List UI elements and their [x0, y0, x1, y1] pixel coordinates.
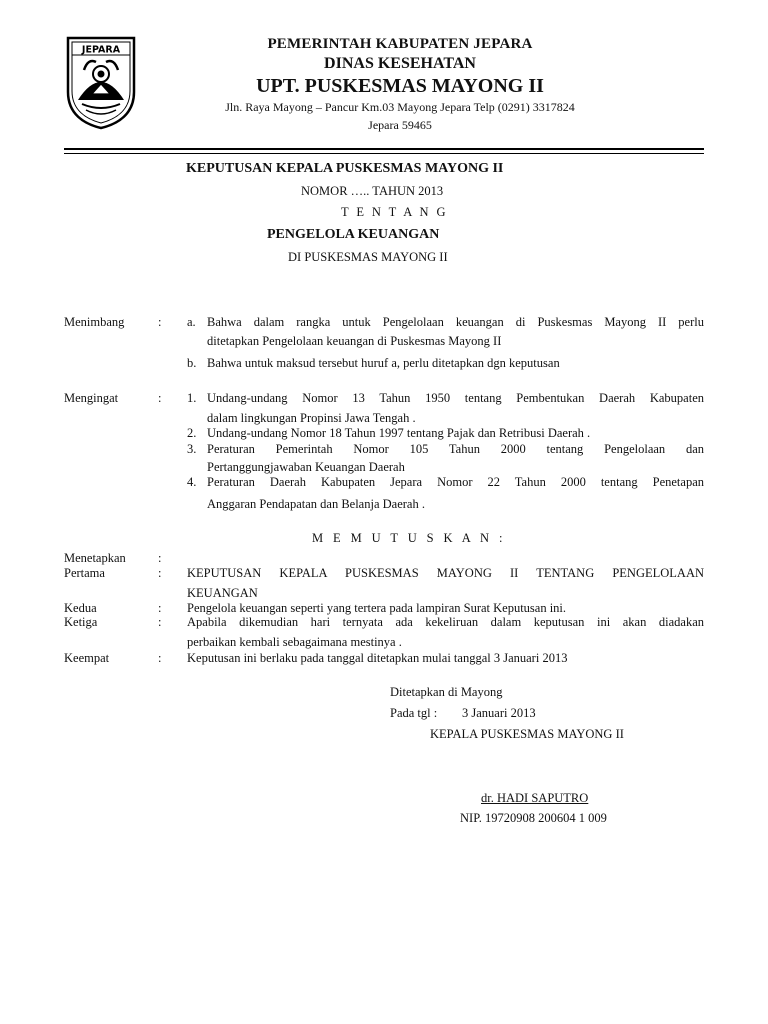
ketiga-label: Ketiga	[64, 615, 98, 629]
pertama-label: Pertama	[64, 566, 105, 580]
menimbang-label: Menimbang	[64, 315, 125, 329]
menetapkan-label: Menetapkan	[64, 551, 126, 565]
menimbang-b-line1: Bahwa untuk maksud tersebut huruf a, perlu ditetapkan dgn keputusan	[207, 356, 560, 370]
letterhead-divider-thin	[64, 153, 704, 154]
mengingat-3-line2: Pertanggungjawaban Keuangan Daerah	[207, 460, 405, 474]
mengingat-1-line2: dalam lingkungan Propinsi Jawa Tengah .	[207, 411, 416, 425]
mengingat-marker-4: 4.	[187, 475, 197, 489]
signatory-nip: NIP. 19720908 200604 1 009	[460, 811, 607, 825]
keempat-text: Keputusan ini berlaku pada tanggal ditetapkan mulai tanggal 3 Januari 2013	[187, 651, 568, 665]
pertama-line1: KEPUTUSAN KEPALA PUSKESMAS MAYONG II TENTANG PENGELOLAAN	[187, 566, 704, 580]
menimbang-a-line2: ditetapkan Pengelolaan keuangan di Puskesmas Mayong II	[207, 334, 502, 348]
ketiga-colon: :	[158, 615, 162, 629]
decree-subject: PENGELOLA KEUANGAN	[267, 227, 440, 242]
mengingat-label: Mengingat	[64, 391, 119, 405]
menetapkan-colon: :	[158, 551, 162, 565]
decree-tentang: T E N T A N G	[341, 205, 448, 219]
letterhead-city: Jepara 59465	[368, 118, 432, 132]
signature-position: KEPALA PUSKESMAS MAYONG II	[430, 727, 624, 741]
ketiga-line2: perbaikan kembali sebagaimana mestinya .	[187, 635, 402, 649]
signature-date-label: Pada tgl :	[390, 706, 438, 720]
letterhead-department: DINAS KESEHATAN	[324, 55, 476, 72]
ketiga-line1: Apabila dikemudian hari ternyata ada kekeliruan dalam keputusan ini akan diadakan	[187, 615, 704, 629]
keempat-colon: :	[158, 651, 162, 665]
letterhead-address: Jln. Raya Mayong – Pancur Km.03 Mayong Jepara Telp (0291) 3317824	[225, 100, 575, 114]
mengingat-2-line1: Undang-undang Nomor 18 Tahun 1997 tentang Pajak dan Retribusi Daerah .	[207, 426, 591, 440]
letterhead-government: PEMERINTAH KABUPATEN JEPARA	[267, 36, 533, 52]
mengingat-1-line1: Undang-undang Nomor 13 Tahun 1950 tentang Pembentukan Daerah Kabupaten	[207, 391, 704, 405]
menimbang-a-line1: Bahwa dalam rangka untuk Pengelolaan keuangan di Puskesmas Mayong II perlu	[207, 315, 704, 329]
mengingat-marker-1: 1.	[187, 391, 197, 405]
mengingat-3-line1: Peraturan Pemerintah Nomor 105 Tahun 2000 tentang Pengelolaan dan	[207, 442, 704, 456]
mengingat-marker-2: 2.	[187, 426, 197, 440]
kedua-text: Pengelola keuangan seperti yang tertera pada lampiran Surat Keputusan ini.	[187, 601, 567, 615]
decree-number: NOMOR ….. TAHUN 2013	[301, 184, 444, 198]
menimbang-colon: :	[158, 315, 162, 329]
kedua-label: Kedua	[64, 601, 97, 615]
menimbang-marker-b: b.	[187, 356, 197, 370]
keempat-label: Keempat	[64, 651, 110, 665]
memutuskan-heading: M E M U T U S K A N :	[312, 531, 506, 545]
signatory-name: dr. HADI SAPUTRO	[481, 791, 589, 805]
decree-heading: KEPUTUSAN KEPALA PUSKESMAS MAYONG II	[186, 161, 504, 176]
mengingat-4-line2: Anggaran Pendapatan dan Belanja Daerah .	[207, 497, 425, 511]
menimbang-marker-a: a.	[187, 315, 196, 329]
letterhead-divider-thick	[64, 148, 704, 150]
pertama-line2: KEUANGAN	[187, 586, 258, 600]
signature-place: Ditetapkan di Mayong	[390, 685, 503, 699]
mengingat-4-line1: Peraturan Daerah Kabupaten Jepara Nomor 22 Tahun 2000 tentang Penetapan	[207, 475, 704, 489]
mengingat-marker-3: 3.	[187, 442, 197, 456]
mengingat-colon: :	[158, 391, 162, 405]
letterhead-institution: UPT. PUSKESMAS MAYONG II	[256, 75, 544, 97]
kedua-colon: :	[158, 601, 162, 615]
logo-text: JEPARA	[81, 44, 121, 56]
pertama-colon: :	[158, 566, 162, 580]
jepara-regency-emblem	[64, 34, 138, 130]
signature-date-value: 3 Januari 2013	[462, 706, 536, 720]
decree-location: DI PUSKESMAS MAYONG II	[288, 250, 448, 264]
